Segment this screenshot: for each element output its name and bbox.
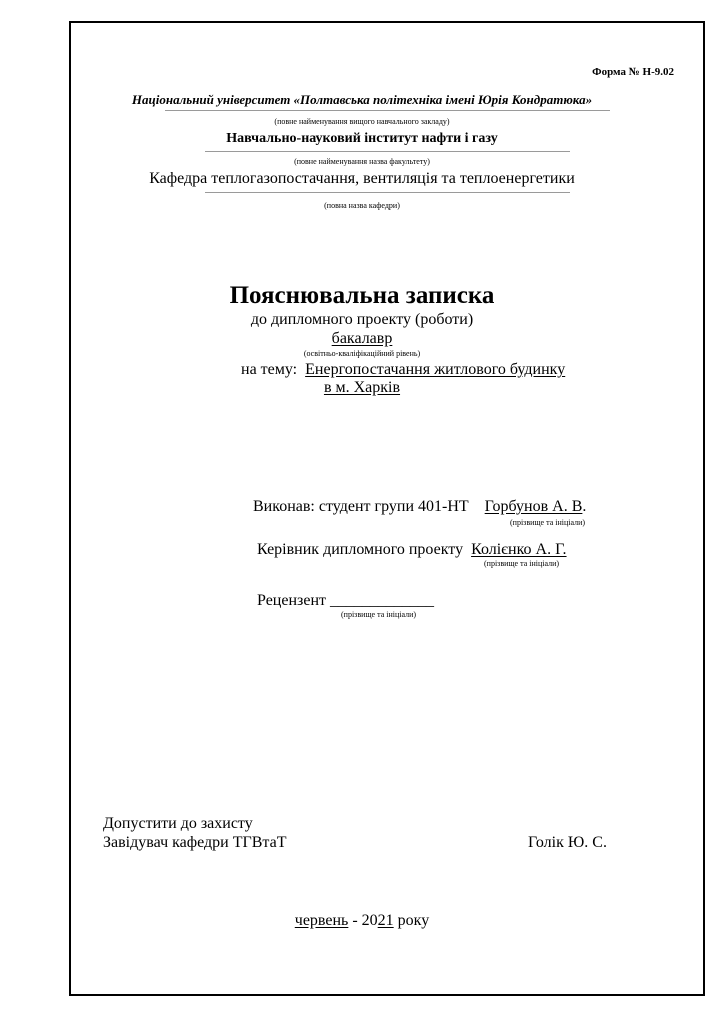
degree-value: бакалавр (331, 330, 393, 347)
performer-label: Виконав: студент групи 401-НТ (253, 498, 469, 515)
university-rule (165, 110, 610, 111)
performer-caption: (прізвище та ініціали) (510, 518, 586, 527)
department-caption: (повна назва кафедри) (324, 201, 400, 210)
form-number: Форма № Н-9.02 (592, 66, 674, 78)
date-separator: - 20 (348, 912, 378, 929)
topic-line-1: Енергопостачання житлового будинку (305, 361, 566, 378)
topic-prefix: на тему: (241, 361, 298, 378)
university-name: Національний університет «Полтавська політехніка імені Юрія Кондратюка» (131, 92, 593, 107)
department-rule (205, 192, 570, 193)
institute-rule (205, 151, 570, 152)
university-caption: (повне найменування вищого навчального закладу) (274, 117, 450, 126)
date-line (0, 912, 724, 930)
reviewer-caption: (прізвище та ініціали) (341, 610, 417, 619)
reviewer-line (257, 592, 434, 610)
supervisor-label: Керівник дипломного проекту (257, 541, 464, 558)
topic-line-2-wrap (0, 379, 724, 397)
department-name: Кафедра теплогазопостачання, вентиляція та теплоенергетики (149, 170, 575, 187)
performer-suffix: . (582, 498, 587, 515)
reviewer-label: Рецензент (257, 592, 326, 609)
topic-line (241, 361, 565, 379)
institute-caption: (повне найменування назва факультету) (294, 157, 430, 166)
date-word: року (393, 912, 430, 929)
supervisor-name: Колієнко А. Г. (471, 541, 567, 558)
date-year-suffix: 21 (377, 912, 394, 929)
performer-line (253, 498, 586, 516)
supervisor-caption: (прізвище та ініціали) (484, 559, 560, 568)
supervisor-line (257, 541, 567, 559)
admission-line-2: Завідувач кафедри ТГВтаТ (103, 834, 287, 851)
institute-name: Навчально-науковий інститут нафти і газу (226, 131, 498, 146)
admission-line-1: Допустити до захисту (103, 815, 253, 832)
degree-line (0, 330, 724, 348)
document-subtitle: до дипломного проекту (роботи) (250, 311, 474, 328)
department-head-name: Голік Ю. С. (528, 834, 607, 851)
reviewer-blank: _____________ (330, 592, 434, 609)
topic-line-2: в м. Харків (323, 379, 401, 396)
date-month: червень (294, 912, 349, 929)
performer-name: Горбунов А. В (484, 498, 583, 515)
degree-caption: (освітньо-кваліфікаційний рівень) (303, 349, 421, 358)
document-title: Пояснювальна записка (229, 282, 495, 309)
